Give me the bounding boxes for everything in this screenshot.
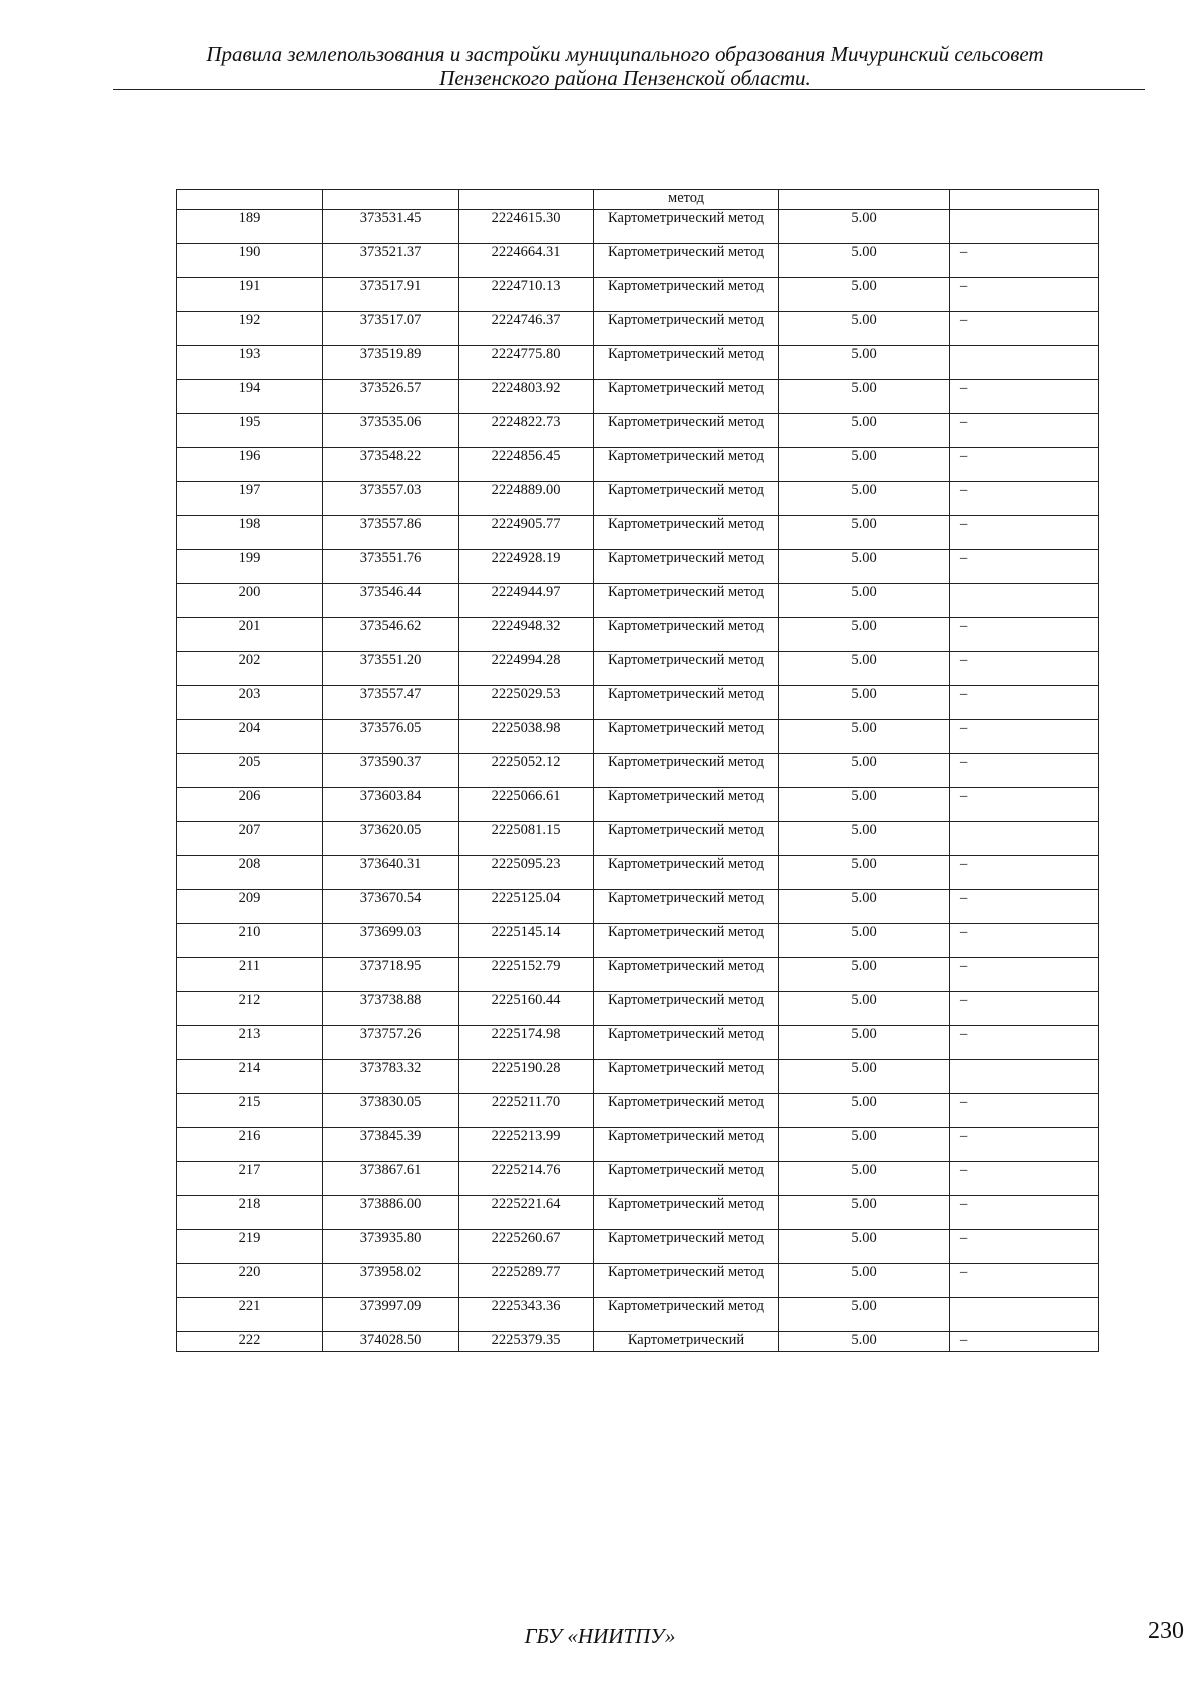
table-cell — [177, 190, 323, 210]
table-cell — [323, 190, 459, 210]
table-cell-accuracy: 5.00 — [779, 1026, 950, 1060]
table-cell-x: 373557.86 — [323, 516, 459, 550]
table-cell-accuracy: 5.00 — [779, 1332, 950, 1352]
table-row — [177, 482, 1099, 516]
table-cell-note: – — [950, 618, 1099, 652]
table-row — [177, 346, 1099, 380]
table-cell-point-number: 218 — [177, 1196, 323, 1230]
table-cell-y: 2225095.23 — [459, 856, 594, 890]
table-cell-note — [950, 822, 1099, 856]
table-cell-y: 2224928.19 — [459, 550, 594, 584]
table-row-continuation — [177, 190, 1099, 210]
table-cell-x: 373699.03 — [323, 924, 459, 958]
table-cell-accuracy: 5.00 — [779, 584, 950, 618]
table-row — [177, 584, 1099, 618]
table-cell-note: – — [950, 312, 1099, 346]
table-cell-accuracy: 5.00 — [779, 482, 950, 516]
table-cell-point-number: 196 — [177, 448, 323, 482]
table-cell-note: – — [950, 1162, 1099, 1196]
table-cell-y: 2225213.99 — [459, 1128, 594, 1162]
table-cell-note: – — [950, 652, 1099, 686]
table-row — [177, 618, 1099, 652]
table-cell-accuracy: 5.00 — [779, 244, 950, 278]
table-cell-method: Картометрический метод — [594, 992, 779, 1026]
table-row — [177, 448, 1099, 482]
table-cell-y: 2225343.36 — [459, 1298, 594, 1332]
table-cell-x: 374028.50 — [323, 1332, 459, 1352]
table-cell-method: Картометрический метод — [594, 1094, 779, 1128]
table-row — [177, 754, 1099, 788]
table-row — [177, 278, 1099, 312]
table-cell-method: Картометрический метод — [594, 720, 779, 754]
table-cell-method: Картометрический метод — [594, 924, 779, 958]
table-cell-point-number: 191 — [177, 278, 323, 312]
table-cell-y: 2225029.53 — [459, 686, 594, 720]
table-cell-note: – — [950, 1094, 1099, 1128]
table-cell-accuracy: 5.00 — [779, 1264, 950, 1298]
table-cell-x: 373845.39 — [323, 1128, 459, 1162]
table-cell-method: Картометрический метод — [594, 1162, 779, 1196]
table-cell-x: 373526.57 — [323, 380, 459, 414]
table-cell-y: 2225081.15 — [459, 822, 594, 856]
table-cell-x: 373519.89 — [323, 346, 459, 380]
table-cell-x: 373886.00 — [323, 1196, 459, 1230]
table-cell-note: – — [950, 1264, 1099, 1298]
header-line-1: Правила землепользования и застройки муниципального образования Мичуринский сельсовет — [206, 42, 1044, 66]
table-cell-method: Картометрический метод — [594, 550, 779, 584]
footer-organization: ГБУ «НИИТПУ» — [524, 1624, 676, 1648]
table-cell-accuracy: 5.00 — [779, 720, 950, 754]
table-row — [177, 1060, 1099, 1094]
table-cell-x: 373521.37 — [323, 244, 459, 278]
table-row — [177, 1230, 1099, 1264]
table-cell-x: 373830.05 — [323, 1094, 459, 1128]
table-cell — [459, 190, 594, 210]
table-cell-x: 373958.02 — [323, 1264, 459, 1298]
table-row — [177, 244, 1099, 278]
table-cell-x: 373531.45 — [323, 210, 459, 244]
table-cell-note: – — [950, 1332, 1099, 1352]
table-cell-method: Картометрический метод — [594, 448, 779, 482]
table-cell-point-number: 215 — [177, 1094, 323, 1128]
table-cell-y: 2224994.28 — [459, 652, 594, 686]
table-cell-y: 2225379.35 — [459, 1332, 594, 1352]
table-cell-x: 373640.31 — [323, 856, 459, 890]
table-cell-y: 2225190.28 — [459, 1060, 594, 1094]
table-cell-point-number: 206 — [177, 788, 323, 822]
table-cell-point-number: 203 — [177, 686, 323, 720]
table-cell-x: 373517.91 — [323, 278, 459, 312]
table-row — [177, 312, 1099, 346]
table-cell-point-number: 217 — [177, 1162, 323, 1196]
coordinates-table — [176, 189, 1099, 1352]
table-cell-x: 373620.05 — [323, 822, 459, 856]
table-cell-accuracy: 5.00 — [779, 618, 950, 652]
table-cell-note: – — [950, 1128, 1099, 1162]
table-cell-point-number: 209 — [177, 890, 323, 924]
table-cell-note: – — [950, 856, 1099, 890]
table-cell-accuracy: 5.00 — [779, 754, 950, 788]
table-cell-accuracy: 5.00 — [779, 516, 950, 550]
table-row — [177, 516, 1099, 550]
table-row — [177, 550, 1099, 584]
table-row — [177, 1332, 1099, 1352]
table-cell-note: – — [950, 686, 1099, 720]
table-cell-method: Картометрический метод — [594, 1026, 779, 1060]
table-cell-note: – — [950, 924, 1099, 958]
coordinates-table-body — [177, 190, 1099, 1352]
table-row — [177, 1264, 1099, 1298]
table-cell-point-number: 199 — [177, 550, 323, 584]
table-cell-method: Картометрический метод — [594, 822, 779, 856]
table-cell-x: 373546.62 — [323, 618, 459, 652]
table-cell-method: Картометрический метод — [594, 482, 779, 516]
table-row — [177, 958, 1099, 992]
table-cell-note — [950, 1060, 1099, 1094]
header-rule — [113, 89, 1145, 90]
table-cell-note: – — [950, 482, 1099, 516]
table-cell-y: 2225260.67 — [459, 1230, 594, 1264]
table-cell-method: Картометрический метод — [594, 584, 779, 618]
table-cell-point-number: 222 — [177, 1332, 323, 1352]
table-cell-y: 2224944.97 — [459, 584, 594, 618]
table-cell-x: 373576.05 — [323, 720, 459, 754]
table-cell-accuracy: 5.00 — [779, 380, 950, 414]
table-cell-point-number: 194 — [177, 380, 323, 414]
table-cell-x: 373551.20 — [323, 652, 459, 686]
table-cell-accuracy: 5.00 — [779, 652, 950, 686]
table-cell-method: Картометрический метод — [594, 958, 779, 992]
table-cell-y: 2224710.13 — [459, 278, 594, 312]
table-cell-method: Картометрический метод — [594, 1230, 779, 1264]
table-cell-method: Картометрический метод — [594, 278, 779, 312]
table-cell-accuracy: 5.00 — [779, 414, 950, 448]
table-cell-y: 2225160.44 — [459, 992, 594, 1026]
table-cell-accuracy: 5.00 — [779, 346, 950, 380]
table-row — [177, 890, 1099, 924]
table-cell-x: 373548.22 — [323, 448, 459, 482]
table-cell-y: 2225221.64 — [459, 1196, 594, 1230]
table-cell — [950, 190, 1099, 210]
table-cell-x: 373557.47 — [323, 686, 459, 720]
table-cell-accuracy: 5.00 — [779, 1230, 950, 1264]
table-cell-note: – — [950, 550, 1099, 584]
table-row — [177, 1128, 1099, 1162]
table-cell-accuracy: 5.00 — [779, 992, 950, 1026]
table-cell-accuracy: 5.00 — [779, 958, 950, 992]
table-cell-method: Картометрический метод — [594, 618, 779, 652]
table-cell-x: 373670.54 — [323, 890, 459, 924]
table-row — [177, 210, 1099, 244]
table-cell-x: 373757.26 — [323, 1026, 459, 1060]
table-cell-y: 2225152.79 — [459, 958, 594, 992]
table-cell-point-number: 210 — [177, 924, 323, 958]
table-cell-method: Картометрический метод — [594, 1196, 779, 1230]
table-cell-method: Картометрический метод — [594, 788, 779, 822]
table-row — [177, 992, 1099, 1026]
table-cell-method: метод — [594, 190, 779, 210]
table-cell-y: 2225125.04 — [459, 890, 594, 924]
table-row — [177, 1162, 1099, 1196]
table-cell-method: Картометрический метод — [594, 1298, 779, 1332]
table-cell-y: 2225289.77 — [459, 1264, 594, 1298]
table-cell-accuracy: 5.00 — [779, 1128, 950, 1162]
table-row — [177, 822, 1099, 856]
table-cell-y: 2225214.76 — [459, 1162, 594, 1196]
table-cell-point-number: 204 — [177, 720, 323, 754]
table-cell-x: 373517.07 — [323, 312, 459, 346]
table-cell-y: 2225211.70 — [459, 1094, 594, 1128]
table-cell-method: Картометрический метод — [594, 686, 779, 720]
table-cell-y: 2224889.00 — [459, 482, 594, 516]
table-cell-x: 373590.37 — [323, 754, 459, 788]
table-cell-point-number: 208 — [177, 856, 323, 890]
table-cell-y: 2224664.31 — [459, 244, 594, 278]
table-cell-y: 2225038.98 — [459, 720, 594, 754]
table-cell-y: 2224856.45 — [459, 448, 594, 482]
table-cell-note — [950, 1298, 1099, 1332]
table-cell-accuracy: 5.00 — [779, 1060, 950, 1094]
table-cell-x: 373535.06 — [323, 414, 459, 448]
table-cell-y: 2224822.73 — [459, 414, 594, 448]
table-cell-x: 373935.80 — [323, 1230, 459, 1264]
table-cell-accuracy: 5.00 — [779, 856, 950, 890]
table-cell-accuracy: 5.00 — [779, 822, 950, 856]
table-cell-method: Картометрический — [594, 1332, 779, 1352]
table-cell-point-number: 219 — [177, 1230, 323, 1264]
table-row — [177, 1094, 1099, 1128]
table-cell-method: Картометрический метод — [594, 1264, 779, 1298]
table-cell-point-number: 205 — [177, 754, 323, 788]
table-cell-note: – — [950, 958, 1099, 992]
table-cell-x: 373718.95 — [323, 958, 459, 992]
table-cell-note — [950, 346, 1099, 380]
table-row — [177, 652, 1099, 686]
table-row — [177, 720, 1099, 754]
table-cell-note: – — [950, 754, 1099, 788]
table-cell-point-number: 201 — [177, 618, 323, 652]
table-row — [177, 414, 1099, 448]
table-cell-accuracy: 5.00 — [779, 550, 950, 584]
table-cell-note: – — [950, 720, 1099, 754]
table-cell-note: – — [950, 278, 1099, 312]
table-cell-point-number: 221 — [177, 1298, 323, 1332]
table-cell-accuracy: 5.00 — [779, 1196, 950, 1230]
table-cell — [779, 190, 950, 210]
table-row — [177, 924, 1099, 958]
table-row — [177, 686, 1099, 720]
table-cell-method: Картометрический метод — [594, 1060, 779, 1094]
table-cell-accuracy: 5.00 — [779, 278, 950, 312]
table-cell-point-number: 220 — [177, 1264, 323, 1298]
table-cell-point-number: 197 — [177, 482, 323, 516]
table-cell-x: 373738.88 — [323, 992, 459, 1026]
table-cell-method: Картометрический метод — [594, 890, 779, 924]
document-header — [110, 42, 1140, 90]
table-cell-note: – — [950, 380, 1099, 414]
table-cell-note: – — [950, 244, 1099, 278]
table-cell-note: – — [950, 1196, 1099, 1230]
table-cell-method: Картометрический метод — [594, 380, 779, 414]
table-cell-accuracy: 5.00 — [779, 312, 950, 346]
table-row — [177, 1196, 1099, 1230]
table-cell-note: – — [950, 1026, 1099, 1060]
table-cell-note: – — [950, 1230, 1099, 1264]
table-cell-point-number: 202 — [177, 652, 323, 686]
table-cell-y: 2225052.12 — [459, 754, 594, 788]
table-cell-accuracy: 5.00 — [779, 1298, 950, 1332]
table-cell-note: – — [950, 414, 1099, 448]
table-cell-method: Картометрический метод — [594, 856, 779, 890]
table-cell-accuracy: 5.00 — [779, 1094, 950, 1128]
table-cell-y: 2224803.92 — [459, 380, 594, 414]
table-cell-accuracy: 5.00 — [779, 686, 950, 720]
table-cell-method: Картометрический метод — [594, 414, 779, 448]
table-cell-note — [950, 210, 1099, 244]
table-cell-point-number: 190 — [177, 244, 323, 278]
table-cell-x: 373557.03 — [323, 482, 459, 516]
table-cell-note — [950, 584, 1099, 618]
table-cell-y: 2225066.61 — [459, 788, 594, 822]
table-cell-note: – — [950, 890, 1099, 924]
table-cell-method: Картометрический метод — [594, 244, 779, 278]
table-cell-method: Картометрический метод — [594, 754, 779, 788]
table-cell-y: 2224615.30 — [459, 210, 594, 244]
table-cell-point-number: 216 — [177, 1128, 323, 1162]
table-cell-y: 2224948.32 — [459, 618, 594, 652]
table-cell-method: Картометрический метод — [594, 312, 779, 346]
table-row — [177, 1026, 1099, 1060]
header-line-2: Пензенского района Пензенской области. — [439, 66, 811, 90]
table-cell-accuracy: 5.00 — [779, 210, 950, 244]
table-cell-x: 373783.32 — [323, 1060, 459, 1094]
table-row — [177, 380, 1099, 414]
table-row — [177, 788, 1099, 822]
table-cell-point-number: 193 — [177, 346, 323, 380]
table-cell-point-number: 212 — [177, 992, 323, 1026]
table-cell-note: – — [950, 992, 1099, 1026]
table-cell-x: 373867.61 — [323, 1162, 459, 1196]
table-cell-method: Картометрический метод — [594, 516, 779, 550]
table-cell-method: Картометрический метод — [594, 210, 779, 244]
table-cell-accuracy: 5.00 — [779, 890, 950, 924]
table-cell-y: 2224746.37 — [459, 312, 594, 346]
table-cell-accuracy: 5.00 — [779, 448, 950, 482]
table-cell-y: 2225145.14 — [459, 924, 594, 958]
table-cell-point-number: 198 — [177, 516, 323, 550]
table-row — [177, 856, 1099, 890]
table-cell-method: Картометрический метод — [594, 346, 779, 380]
page-number: 230 — [1148, 1618, 1184, 1644]
table-cell-x: 373546.44 — [323, 584, 459, 618]
table-cell-point-number: 207 — [177, 822, 323, 856]
table-cell-accuracy: 5.00 — [779, 788, 950, 822]
table-cell-accuracy: 5.00 — [779, 1162, 950, 1196]
table-cell-y: 2225174.98 — [459, 1026, 594, 1060]
table-cell-x: 373551.76 — [323, 550, 459, 584]
table-cell-point-number: 200 — [177, 584, 323, 618]
table-cell-method: Картометрический метод — [594, 652, 779, 686]
table-cell-x: 373603.84 — [323, 788, 459, 822]
table-cell-point-number: 213 — [177, 1026, 323, 1060]
table-cell-accuracy: 5.00 — [779, 924, 950, 958]
table-cell-point-number: 192 — [177, 312, 323, 346]
table-cell-point-number: 214 — [177, 1060, 323, 1094]
table-cell-y: 2224775.80 — [459, 346, 594, 380]
table-cell-method: Картометрический метод — [594, 1128, 779, 1162]
table-cell-x: 373997.09 — [323, 1298, 459, 1332]
table-row — [177, 1298, 1099, 1332]
table-cell-note: – — [950, 516, 1099, 550]
table-cell-note: – — [950, 788, 1099, 822]
table-cell-y: 2224905.77 — [459, 516, 594, 550]
table-cell-point-number: 189 — [177, 210, 323, 244]
table-cell-note: – — [950, 448, 1099, 482]
table-cell-point-number: 195 — [177, 414, 323, 448]
table-cell-point-number: 211 — [177, 958, 323, 992]
